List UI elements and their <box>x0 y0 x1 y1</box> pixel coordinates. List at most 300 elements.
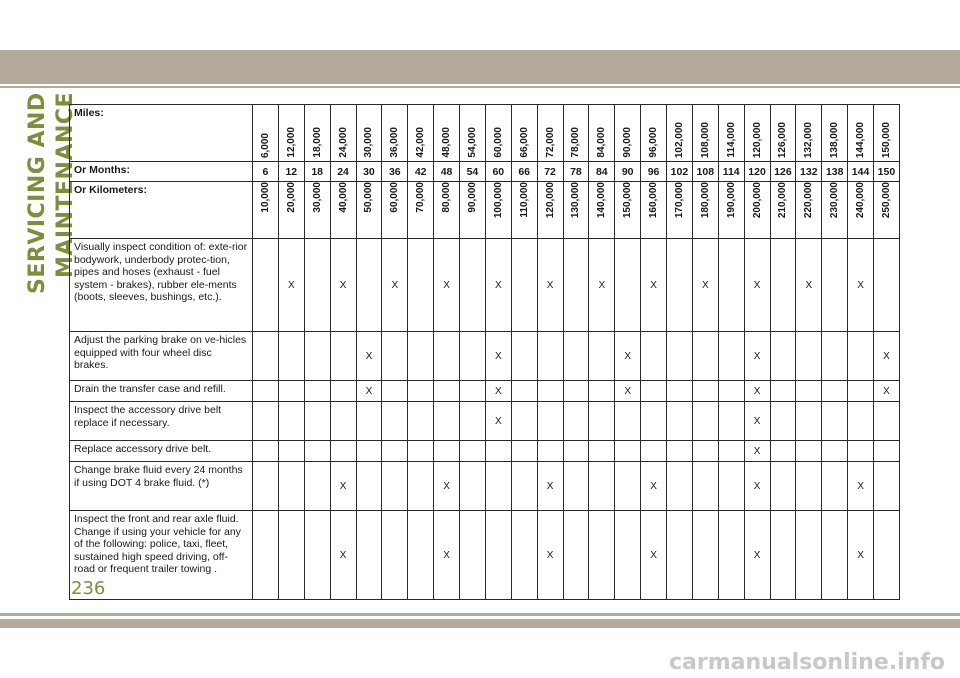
schedule-mark <box>667 511 693 600</box>
service-item-description: Adjust the parking brake on ve-hicles equipped with four wheel disc brakes. <box>70 332 253 381</box>
km-row-cell <box>278 182 304 239</box>
header-band <box>0 50 960 84</box>
km-row-value: 150,000 <box>622 182 634 219</box>
miles-row-cell <box>692 105 718 162</box>
schedule-mark <box>330 402 356 441</box>
miles-row-cell <box>460 105 486 162</box>
months-row-label: Or Months: <box>70 162 253 182</box>
schedule-mark: X <box>537 462 563 511</box>
miles-row-cell <box>537 105 563 162</box>
schedule-mark: X <box>744 402 770 441</box>
service-item-description: Replace accessory drive belt. <box>70 441 253 462</box>
schedule-mark <box>848 441 874 462</box>
miles-row-cell <box>356 105 382 162</box>
months-row-cell: 90 <box>615 162 641 182</box>
km-row-cell <box>615 182 641 239</box>
schedule-mark <box>537 332 563 381</box>
schedule-mark: X <box>874 381 900 402</box>
schedule-mark <box>304 441 330 462</box>
schedule-mark <box>408 441 434 462</box>
km-row-cell <box>770 182 796 239</box>
schedule-mark: X <box>589 239 615 332</box>
schedule-mark <box>382 402 408 441</box>
km-row-cell <box>408 182 434 239</box>
service-item-description: Inspect the accessory drive belt replace if necessary. <box>70 402 253 441</box>
schedule-mark <box>511 332 537 381</box>
schedule-mark <box>408 462 434 511</box>
schedule-mark <box>356 462 382 511</box>
schedule-mark <box>356 239 382 332</box>
schedule-mark <box>770 381 796 402</box>
schedule-mark <box>330 381 356 402</box>
schedule-mark <box>770 239 796 332</box>
schedule-mark <box>253 381 279 402</box>
miles-row-value: 72,000 <box>544 127 556 158</box>
schedule-mark: X <box>434 239 460 332</box>
schedule-mark <box>641 441 667 462</box>
schedule-mark <box>822 381 848 402</box>
km-row-value: 130,000 <box>570 182 582 219</box>
schedule-mark <box>382 381 408 402</box>
schedule-mark: X <box>848 462 874 511</box>
miles-row-value: 24,000 <box>337 127 349 158</box>
schedule-mark <box>382 441 408 462</box>
months-row-cell: 120 <box>744 162 770 182</box>
schedule-mark <box>615 462 641 511</box>
months-row-cell: 126 <box>770 162 796 182</box>
km-row-value: 70,000 <box>415 182 427 213</box>
schedule-mark <box>796 462 822 511</box>
schedule-mark <box>434 332 460 381</box>
schedule-mark: X <box>330 239 356 332</box>
schedule-mark <box>641 402 667 441</box>
miles-row-cell <box>770 105 796 162</box>
schedule-mark: X <box>641 462 667 511</box>
schedule-mark <box>304 462 330 511</box>
km-row-value: 100,000 <box>492 182 504 219</box>
months-row-cell: 30 <box>356 162 382 182</box>
service-item-description: Change brake fluid every 24 months if using DOT 4 brake fluid. (*) <box>70 462 253 511</box>
miles-row-cell <box>718 105 744 162</box>
table-row <box>70 441 900 462</box>
miles-row-value: 6,000 <box>259 132 271 158</box>
schedule-mark <box>718 441 744 462</box>
schedule-mark <box>304 402 330 441</box>
schedule-mark <box>874 239 900 332</box>
months-row-cell: 60 <box>485 162 511 182</box>
km-row-value: 40,000 <box>337 182 349 213</box>
miles-row-cell <box>615 105 641 162</box>
top-margin <box>0 0 960 50</box>
km-row-cell <box>253 182 279 239</box>
schedule-mark <box>460 332 486 381</box>
schedule-mark: X <box>744 441 770 462</box>
miles-row-cell <box>667 105 693 162</box>
table-row <box>70 402 900 441</box>
km-row-value: 240,000 <box>855 182 867 219</box>
schedule-mark: X <box>615 332 641 381</box>
miles-row-cell <box>822 105 848 162</box>
miles-row <box>70 105 900 162</box>
schedule-mark <box>848 381 874 402</box>
schedule-mark <box>615 441 641 462</box>
miles-row-value: 102,000 <box>673 121 685 158</box>
schedule-mark <box>563 239 589 332</box>
schedule-mark: X <box>744 381 770 402</box>
km-row-cell <box>744 182 770 239</box>
schedule-mark <box>278 441 304 462</box>
schedule-mark <box>434 381 460 402</box>
km-row-value: 90,000 <box>466 182 478 213</box>
miles-row-value: 60,000 <box>492 127 504 158</box>
months-row-cell: 78 <box>563 162 589 182</box>
km-row <box>70 182 900 239</box>
schedule-mark: X <box>434 511 460 600</box>
miles-row-value: 132,000 <box>803 121 815 158</box>
km-row-value: 80,000 <box>441 182 453 213</box>
schedule-mark <box>460 239 486 332</box>
schedule-mark <box>253 332 279 381</box>
schedule-mark <box>770 402 796 441</box>
schedule-mark <box>382 462 408 511</box>
schedule-mark <box>667 402 693 441</box>
schedule-mark <box>718 402 744 441</box>
schedule-mark: X <box>848 239 874 332</box>
schedule-mark <box>874 441 900 462</box>
km-row-cell <box>874 182 900 239</box>
schedule-mark: X <box>641 239 667 332</box>
schedule-mark: X <box>485 402 511 441</box>
schedule-mark <box>718 511 744 600</box>
table-row <box>70 332 900 381</box>
schedule-mark <box>718 239 744 332</box>
schedule-mark <box>796 402 822 441</box>
schedule-mark <box>667 332 693 381</box>
km-row-cell <box>848 182 874 239</box>
km-row-value: 30,000 <box>311 182 323 213</box>
schedule-mark <box>330 332 356 381</box>
miles-row-value: 108,000 <box>699 121 711 158</box>
months-row-cell: 6 <box>253 162 279 182</box>
km-row-cell <box>382 182 408 239</box>
schedule-mark <box>770 462 796 511</box>
schedule-mark: X <box>848 511 874 600</box>
miles-row-cell <box>485 105 511 162</box>
months-row-cell: 42 <box>408 162 434 182</box>
months-row-cell: 114 <box>718 162 744 182</box>
schedule-mark <box>434 441 460 462</box>
schedule-mark: X <box>796 239 822 332</box>
schedule-mark <box>278 462 304 511</box>
schedule-mark <box>667 441 693 462</box>
km-row-cell <box>460 182 486 239</box>
months-row-cell: 108 <box>692 162 718 182</box>
header-rule <box>0 86 960 88</box>
schedule-mark: X <box>278 239 304 332</box>
schedule-mark <box>667 381 693 402</box>
schedule-mark <box>382 511 408 600</box>
schedule-mark <box>692 462 718 511</box>
schedule-mark <box>692 381 718 402</box>
km-row-cell <box>356 182 382 239</box>
schedule-mark <box>356 441 382 462</box>
miles-row-value: 42,000 <box>415 127 427 158</box>
schedule-mark <box>692 402 718 441</box>
table-row <box>70 462 900 511</box>
miles-row-cell <box>563 105 589 162</box>
km-row-value: 200,000 <box>751 182 763 219</box>
months-row-cell: 84 <box>589 162 615 182</box>
schedule-mark <box>511 511 537 600</box>
schedule-mark <box>460 381 486 402</box>
page-number: 236 <box>71 578 106 599</box>
miles-row-value: 48,000 <box>441 127 453 158</box>
table-row <box>70 239 900 332</box>
miles-row-cell <box>641 105 667 162</box>
schedule-mark <box>589 462 615 511</box>
miles-row-value: 36,000 <box>389 127 401 158</box>
schedule-mark <box>304 511 330 600</box>
schedule-mark <box>589 332 615 381</box>
schedule-mark <box>615 239 641 332</box>
km-row-cell <box>434 182 460 239</box>
schedule-mark <box>692 332 718 381</box>
km-row-cell <box>537 182 563 239</box>
schedule-mark: X <box>434 462 460 511</box>
schedule-mark <box>692 441 718 462</box>
schedule-mark <box>304 332 330 381</box>
footer-band <box>0 619 960 628</box>
schedule-mark <box>460 462 486 511</box>
schedule-mark <box>589 511 615 600</box>
schedule-mark <box>589 381 615 402</box>
miles-row-cell <box>304 105 330 162</box>
km-row-value: 220,000 <box>803 182 815 219</box>
schedule-mark <box>563 462 589 511</box>
miles-row-value: 96,000 <box>648 127 660 158</box>
months-row-cell: 96 <box>641 162 667 182</box>
schedule-mark <box>278 511 304 600</box>
schedule-mark: X <box>744 511 770 600</box>
watermark: carmanualsonline.info <box>669 650 945 675</box>
months-row-cell: 36 <box>382 162 408 182</box>
km-row-value: 110,000 <box>518 182 530 218</box>
schedule-mark <box>667 462 693 511</box>
miles-row-value: 84,000 <box>596 127 608 158</box>
schedule-mark <box>822 462 848 511</box>
service-item-description: Visually inspect condition of: exte-rior bodywork, underbody protec-tion, pipes and hoses (exhaust - fuel system - brakes), rubber ele-ments (boots, sleeves, bushings, etc.). <box>70 239 253 332</box>
km-row-cell <box>667 182 693 239</box>
schedule-mark <box>822 511 848 600</box>
km-row-value: 190,000 <box>725 182 737 219</box>
schedule-mark <box>304 381 330 402</box>
months-row-cell: 144 <box>848 162 874 182</box>
schedule-mark <box>874 511 900 600</box>
schedule-mark <box>408 381 434 402</box>
km-row-value: 210,000 <box>777 182 789 219</box>
schedule-mark: X <box>744 332 770 381</box>
schedule-mark <box>253 462 279 511</box>
miles-row-cell <box>408 105 434 162</box>
schedule-mark <box>537 381 563 402</box>
schedule-mark <box>718 381 744 402</box>
schedule-mark <box>822 239 848 332</box>
months-row-cell: 66 <box>511 162 537 182</box>
schedule-mark <box>796 332 822 381</box>
miles-row-value: 120,000 <box>751 121 763 158</box>
km-row-value: 20,000 <box>285 182 297 213</box>
schedule-mark <box>485 511 511 600</box>
miles-row-cell <box>330 105 356 162</box>
miles-row-cell <box>589 105 615 162</box>
km-row-cell <box>563 182 589 239</box>
schedule-mark <box>278 402 304 441</box>
schedule-mark <box>511 239 537 332</box>
schedule-mark <box>408 402 434 441</box>
miles-row-cell <box>253 105 279 162</box>
schedule-mark <box>278 332 304 381</box>
schedule-mark <box>382 332 408 381</box>
km-row-value: 230,000 <box>829 182 841 219</box>
miles-row-value: 138,000 <box>829 121 841 158</box>
service-item-description: Inspect the front and rear axle fluid. Change if using your vehicle for any of the following: police, taxi, fleet, sustained high speed driving, off-road or frequent trailer towing . <box>70 511 253 600</box>
schedule-mark <box>563 511 589 600</box>
schedule-mark <box>460 402 486 441</box>
schedule-mark <box>278 381 304 402</box>
km-row-label: Or Kilometers: <box>70 182 253 239</box>
months-row-cell: 24 <box>330 162 356 182</box>
schedule-mark <box>408 511 434 600</box>
schedule-mark: X <box>537 239 563 332</box>
months-row-cell: 150 <box>874 162 900 182</box>
schedule-mark <box>563 332 589 381</box>
miles-row-value: 30,000 <box>363 127 375 158</box>
months-row-cell: 54 <box>460 162 486 182</box>
footer-rule <box>0 613 960 616</box>
miles-row-value: 18,000 <box>311 127 323 158</box>
km-row-cell <box>796 182 822 239</box>
miles-row-cell <box>511 105 537 162</box>
schedule-mark <box>511 462 537 511</box>
months-row-cell: 102 <box>667 162 693 182</box>
schedule-mark <box>356 511 382 600</box>
schedule-mark <box>253 511 279 600</box>
schedule-mark: X <box>485 381 511 402</box>
schedule-mark <box>641 381 667 402</box>
schedule-mark <box>874 462 900 511</box>
schedule-mark <box>485 462 511 511</box>
miles-row-cell <box>744 105 770 162</box>
schedule-mark <box>330 441 356 462</box>
schedule-mark <box>253 441 279 462</box>
km-row-value: 10,000 <box>259 182 271 213</box>
schedule-mark <box>434 402 460 441</box>
km-row-cell <box>485 182 511 239</box>
km-row-value: 120,000 <box>544 182 556 219</box>
km-row-value: 60,000 <box>389 182 401 213</box>
schedule-mark <box>511 441 537 462</box>
schedule-mark <box>511 381 537 402</box>
table-row <box>70 381 900 402</box>
schedule-mark: X <box>615 381 641 402</box>
km-row-cell <box>822 182 848 239</box>
schedule-mark <box>537 402 563 441</box>
schedule-mark: X <box>356 381 382 402</box>
schedule-mark: X <box>692 239 718 332</box>
months-row-cell: 138 <box>822 162 848 182</box>
schedule-mark <box>796 511 822 600</box>
months-row-cell: 48 <box>434 162 460 182</box>
months-row <box>70 162 900 182</box>
miles-row-cell <box>382 105 408 162</box>
schedule-mark <box>718 332 744 381</box>
schedule-mark <box>563 381 589 402</box>
schedule-mark <box>822 332 848 381</box>
schedule-mark <box>822 441 848 462</box>
miles-row-value: 150,000 <box>880 121 892 158</box>
schedule-mark <box>460 441 486 462</box>
schedule-mark <box>822 402 848 441</box>
km-row-cell <box>641 182 667 239</box>
schedule-mark <box>408 239 434 332</box>
miles-row-value: 126,000 <box>777 121 789 158</box>
schedule-mark: X <box>382 239 408 332</box>
miles-row-value: 114,000 <box>725 122 737 158</box>
service-item-description: Drain the transfer case and refill. <box>70 381 253 402</box>
schedule-mark <box>667 239 693 332</box>
schedule-mark: X <box>330 462 356 511</box>
schedule-mark: X <box>356 332 382 381</box>
schedule-mark <box>615 402 641 441</box>
schedule-mark <box>563 402 589 441</box>
miles-row-cell <box>278 105 304 162</box>
km-row-cell <box>718 182 744 239</box>
schedule-mark <box>589 441 615 462</box>
maintenance-schedule-table <box>69 104 900 600</box>
schedule-mark <box>770 511 796 600</box>
schedule-mark <box>253 239 279 332</box>
months-row-cell: 72 <box>537 162 563 182</box>
section-title: SERVICING AND MAINTENANCE <box>25 92 78 294</box>
months-row-cell: 18 <box>304 162 330 182</box>
schedule-mark <box>537 441 563 462</box>
schedule-mark: X <box>485 332 511 381</box>
km-row-value: 140,000 <box>596 182 608 219</box>
schedule-mark <box>641 332 667 381</box>
miles-row-cell <box>796 105 822 162</box>
km-row-cell <box>692 182 718 239</box>
miles-row-value: 54,000 <box>466 127 478 158</box>
miles-row-label: Miles: <box>70 105 253 162</box>
km-row-value: 50,000 <box>363 182 375 213</box>
schedule-mark <box>253 402 279 441</box>
schedule-mark: X <box>485 239 511 332</box>
km-row-value: 170,000 <box>673 182 685 219</box>
km-row-value: 250,000 <box>880 182 892 219</box>
schedule-mark <box>718 462 744 511</box>
miles-row-value: 144,000 <box>855 121 867 158</box>
schedule-mark <box>460 511 486 600</box>
schedule-mark: X <box>641 511 667 600</box>
km-row-cell <box>304 182 330 239</box>
schedule-mark <box>874 402 900 441</box>
schedule-mark <box>563 441 589 462</box>
schedule-mark <box>304 239 330 332</box>
schedule-mark <box>615 511 641 600</box>
miles-row-cell <box>874 105 900 162</box>
schedule-mark: X <box>330 511 356 600</box>
schedule-mark: X <box>874 332 900 381</box>
